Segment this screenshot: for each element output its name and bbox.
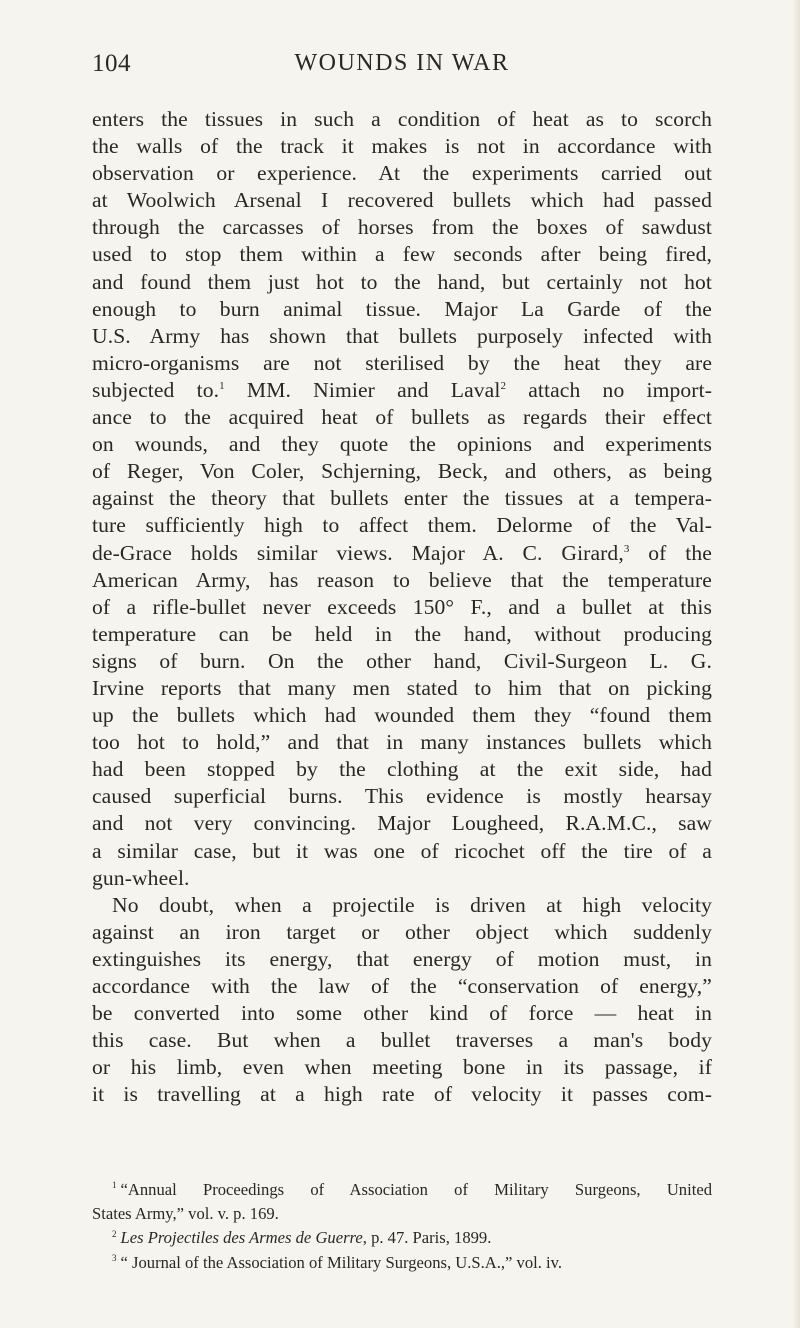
text-line: through the carcasses of horses from the boxes of sawdust: [92, 215, 712, 240]
text-line: temperature can be held in the hand, without producing: [92, 621, 712, 646]
text-line: of a rifle-bullet never exceeds 150° F., and a bullet at this: [92, 594, 712, 619]
text-line-with-ref: [92, 540, 712, 567]
page-header: [92, 50, 712, 80]
text-line: U.S. Army has shown that bullets purposely infected with: [92, 323, 712, 348]
page-number: 104: [92, 50, 131, 77]
text-fragment: MM. Nimier and Laval: [224, 377, 501, 402]
page-edge-shadow: [792, 0, 800, 1328]
text-fragment: de-Grace holds similar views. Major A. C. Girard,: [92, 540, 624, 565]
text-line: observation or experience. At the experiments carried out: [92, 161, 712, 186]
text-line: caused superficial burns. This evidence is mostly hearsay: [92, 784, 712, 809]
footnote-1-continued: States Army,” vol. v. p. 169.: [92, 1204, 279, 1224]
text-line: against the theory that bullets enter the tissues at a tempera-: [92, 486, 712, 511]
footnote-marker: 1: [112, 1180, 117, 1191]
text-line: up the bullets which had wounded them they “found them: [92, 703, 712, 728]
footnote-text: “Annual Proceedings of Association of Military Surgeons, United: [120, 1180, 712, 1199]
text-fragment: subjected to.: [92, 377, 220, 402]
text-line: be converted into some other kind of force — heat in: [92, 1001, 712, 1026]
body-text: [92, 106, 712, 1108]
text-fragment: of the: [629, 540, 712, 565]
text-line: ance to the acquired heat of bullets as regards their effect: [92, 405, 712, 430]
text-line: used to stop them within a few seconds after being fired,: [92, 242, 712, 267]
text-fragment: attach no import-: [506, 377, 712, 402]
footnote-text: , p. 47. Paris, 1899.: [362, 1228, 492, 1248]
text-line: at Woolwich Arsenal I recovered bullets which had passed: [92, 188, 712, 213]
running-head: WOUNDS IN WAR: [294, 50, 510, 76]
footnote-marker: 3: [112, 1253, 117, 1264]
text-line: or his limb, even when meeting bone in its passage, if: [92, 1055, 712, 1080]
text-line: on wounds, and they quote the opinions and experiments: [92, 432, 712, 457]
text-line: signs of burn. On the other hand, Civil-Surgeon L. G.: [92, 648, 712, 673]
footnote-book-title: Les Projectiles des Armes de Guerre: [120, 1228, 363, 1248]
text-line: this case. But when a bullet traverses a man's body: [92, 1028, 712, 1053]
text-line: Irvine reports that many men stated to him that on picking: [92, 675, 712, 700]
text-line: the walls of the track it makes is not in accordance with: [92, 134, 712, 159]
text-line: micro-organisms are not sterilised by the heat they are: [92, 350, 712, 375]
text-line: against an iron target or other object which suddenly: [92, 919, 712, 944]
footnote-1: [92, 1178, 712, 1202]
text-line: of Reger, Von Coler, Schjerning, Beck, and others, as being: [92, 459, 712, 484]
text-line: American Army, has reason to believe that the temperature: [92, 567, 712, 592]
text-line: enters the tissues in such a condition of heat as to scorch: [92, 107, 712, 131]
footnote-ref-3[interactable]: 3: [623, 542, 630, 555]
text-line: it is travelling at a high rate of velocity it passes com-: [92, 1082, 712, 1107]
footnote-ref-2[interactable]: 2: [500, 379, 507, 392]
text-line-with-refs: [92, 377, 712, 404]
text-line: accordance with the law of the “conservation of energy,”: [92, 974, 712, 998]
footnote-2: [92, 1226, 712, 1250]
footnote-ref-1[interactable]: 1: [219, 379, 225, 392]
footnotes: [92, 1178, 712, 1275]
footnote-marker: 2: [112, 1228, 117, 1239]
text-line: gun-wheel.: [92, 865, 190, 890]
footnote-3: [92, 1251, 712, 1275]
text-line: ture sufficiently high to affect them. Delorme of the Val-: [92, 513, 712, 538]
text-line: too hot to hold,” and that in many instances bullets which: [92, 730, 712, 755]
text-line: No doubt, when a projectile is driven at high velocity: [112, 892, 712, 917]
text-line: enough to burn animal tissue. Major La Garde of the: [92, 296, 712, 321]
text-line: and found them just hot to the hand, but certainly not hot: [92, 269, 712, 294]
text-line: extinguishes its energy, that energy of motion must, in: [92, 946, 712, 971]
text-line: had been stopped by the clothing at the exit side, had: [92, 757, 712, 782]
text-line: a similar case, but it was one of ricochet off the tire of a: [92, 838, 712, 863]
footnote-text: “ Journal of the Association of Military Surgeons, U.S.A.,” vol. iv.: [120, 1252, 563, 1272]
text-line: and not very convincing. Major Lougheed, R.A.M.C., saw: [92, 811, 712, 836]
